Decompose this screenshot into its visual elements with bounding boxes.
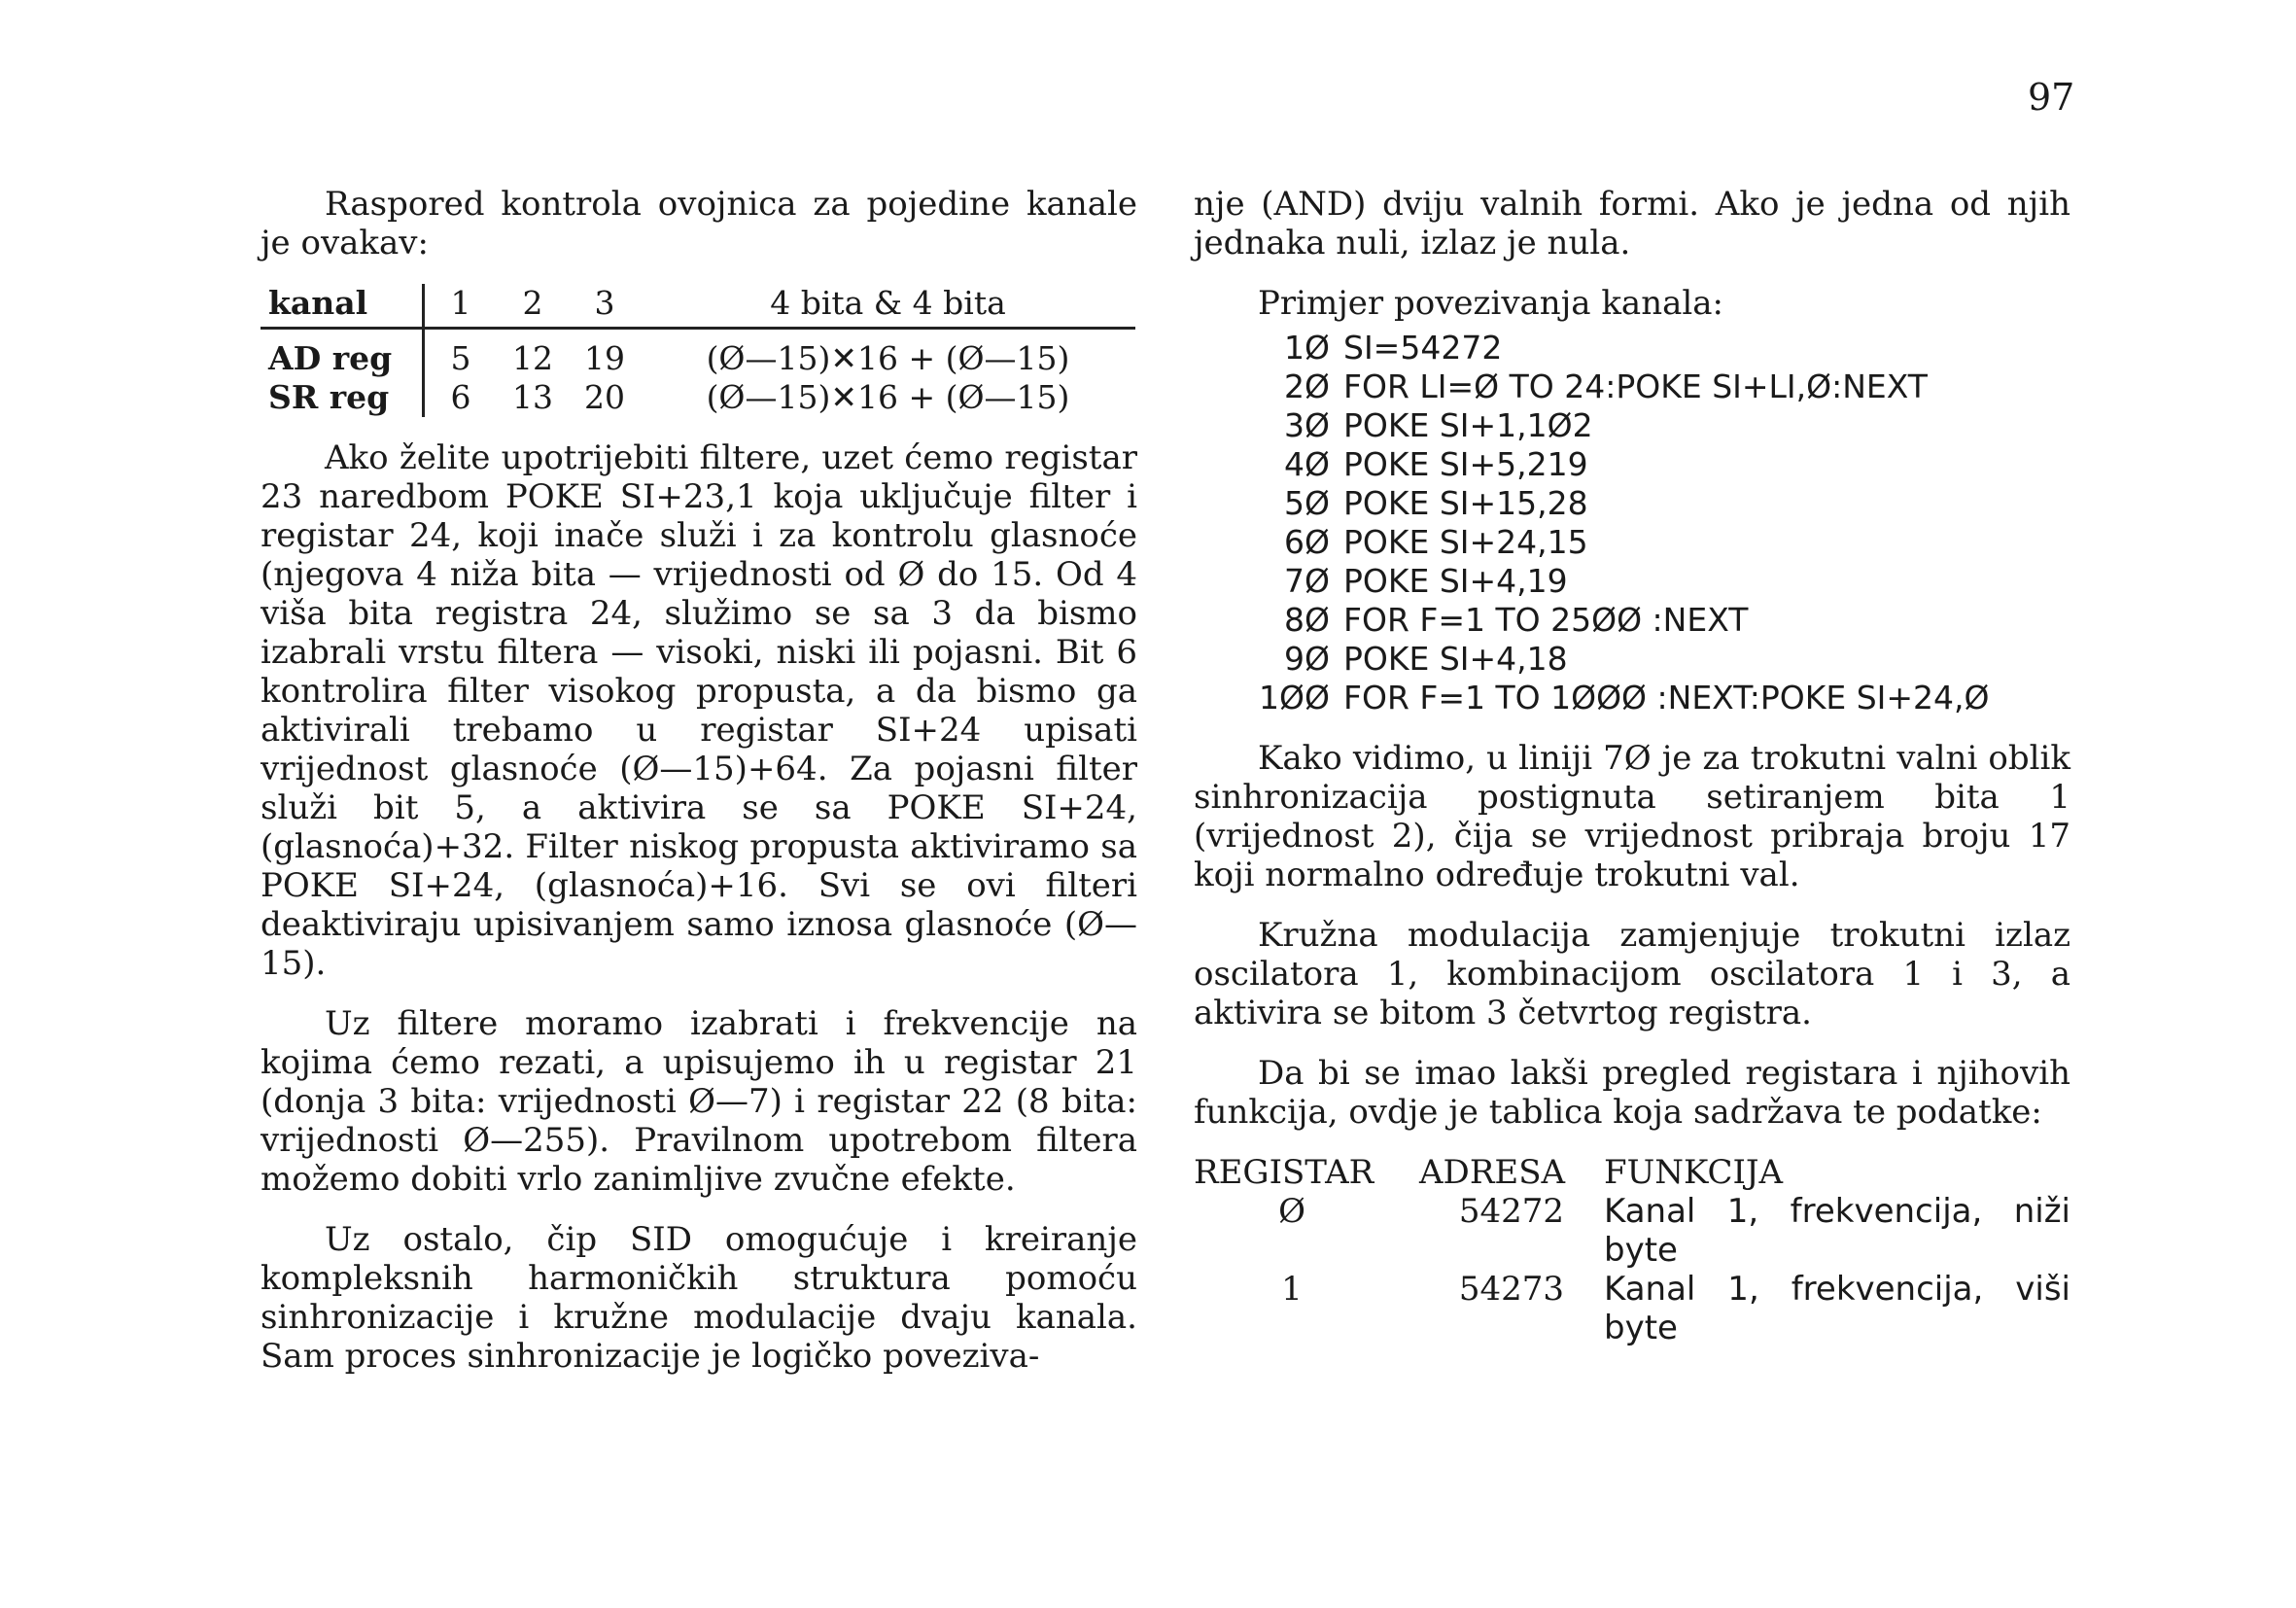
program-line bbox=[1194, 484, 2070, 523]
table-row bbox=[1194, 1270, 2070, 1347]
line-number: 4Ø bbox=[1284, 445, 1330, 483]
line-code: POKE SI+5,219 bbox=[1343, 445, 1588, 483]
header-cell: 2 bbox=[497, 284, 569, 329]
line-code: POKE SI+24,15 bbox=[1343, 523, 1588, 561]
table-row bbox=[1194, 1192, 2070, 1270]
program-line bbox=[1194, 679, 2070, 717]
table-cell: (Ø—15)✕16 + (Ø—15) bbox=[706, 378, 1070, 416]
program-line bbox=[1194, 523, 2070, 562]
line-number: 7Ø bbox=[1284, 562, 1330, 600]
table-cell: 5 bbox=[450, 339, 471, 377]
right-column bbox=[1194, 185, 2070, 1347]
line-code: POKE SI+4,19 bbox=[1343, 562, 1568, 600]
program-line bbox=[1194, 601, 2070, 640]
register-table-header bbox=[1194, 1153, 2070, 1192]
continuation-paragraph: nje (AND) dviju valnih formi. Ako je jedna od njih jednaka nuli, izlaz je nula. bbox=[1194, 185, 2070, 262]
line-number: 1ØØ bbox=[1259, 679, 1330, 717]
line-number: 5Ø bbox=[1284, 484, 1330, 522]
header-cell: 1 bbox=[424, 284, 498, 329]
line-number: 8Ø bbox=[1284, 601, 1330, 639]
line-number: 2Ø bbox=[1284, 367, 1330, 405]
body-paragraph: Da bi se imao lakši pregled registara i njihovih funkcija, ovdje je tablica koja sadržava te podatke: bbox=[1194, 1054, 2070, 1132]
program-intro: Primjer povezivanja kanala: bbox=[1258, 284, 1723, 323]
table-cell: AD reg bbox=[261, 329, 424, 379]
program-line bbox=[1194, 562, 2070, 601]
page-number: 97 bbox=[2028, 76, 2075, 119]
envelope-table bbox=[261, 284, 1135, 417]
register-cell: 1 bbox=[1281, 1270, 1303, 1309]
envelope-table-header bbox=[261, 284, 1135, 329]
table-cell: 13 bbox=[512, 378, 553, 416]
body-paragraph: Kako vidimo, u liniji 7Ø je za trokutni valni oblik sinhronizacija postignuta setiranjem bita 1 (vrijednost 2), čija se vrijednost pribraja broju 17 koji normalno određuje trokutni val. bbox=[1194, 739, 2070, 894]
header-cell: kanal bbox=[261, 284, 424, 329]
table-row bbox=[261, 329, 1135, 379]
program-line bbox=[1194, 367, 2070, 406]
address-cell: 54273 bbox=[1458, 1270, 1565, 1309]
basic-program-listing bbox=[1194, 329, 2070, 717]
header-cell: 4 bita & 4 bita bbox=[641, 284, 1135, 329]
line-code: POKE SI+15,28 bbox=[1343, 484, 1588, 522]
header-cell: REGISTAR bbox=[1194, 1153, 1374, 1192]
table-cell: SR reg bbox=[261, 378, 424, 417]
line-code: FOR LI=Ø TO 24:POKE SI+LI,Ø:NEXT bbox=[1343, 367, 1928, 405]
line-number: 6Ø bbox=[1284, 523, 1330, 561]
table-cell: 20 bbox=[584, 378, 625, 416]
line-code: POKE SI+4,18 bbox=[1343, 640, 1568, 678]
table-row bbox=[261, 378, 1135, 417]
header-cell: 3 bbox=[569, 284, 641, 329]
line-code: SI=54272 bbox=[1343, 329, 1503, 367]
body-paragraph: Ako želite upotrijebiti filtere, uzet ćemo registar 23 naredbom POKE SI+23,1 koja uključuje filter i registar 24, koji inače služi i za kontrolu glasnoće (njegova 4 niža bita — vrijednosti od Ø do 15. Od 4 viša bita registra 24, služimo se sa 3 da bismo izabrali vrstu filtera — visoki, niski ili pojasni. Bit 6 kontrolira filter visokog propusta, a da bismo ga aktivirali trebamo u registar SI+24 upisati vrijednost glasnoće (Ø—15)+64. Za pojasni filter služi bit 5, a aktivira se sa POKE SI+24, (glasnoća)+32. Filter niskog propusta aktiviramo sa POKE SI+24, (glasnoća)+16. Svi se ovi filteri deaktiviraju upisivanjem samo iznosa glasnoće (Ø—15). bbox=[261, 438, 1137, 983]
line-number: 1Ø bbox=[1284, 329, 1330, 367]
intro-paragraph: Raspored kontrola ovojnica za pojedine kanale je ovakav: bbox=[261, 185, 1137, 262]
program-line bbox=[1194, 329, 2070, 367]
address-cell: 54272 bbox=[1458, 1192, 1565, 1231]
header-cell: FUNKCIJA bbox=[1604, 1153, 1784, 1192]
program-line bbox=[1194, 406, 2070, 445]
line-code: POKE SI+1,1Ø2 bbox=[1343, 406, 1593, 444]
header-cell: ADRESA bbox=[1419, 1153, 1566, 1192]
left-column bbox=[261, 185, 1137, 1397]
function-cell: Kanal 1, frekvencija, viši byte bbox=[1604, 1270, 2070, 1347]
line-code: FOR F=1 TO 25ØØ :NEXT bbox=[1343, 601, 1749, 639]
table-cell: (Ø—15)✕16 + (Ø—15) bbox=[706, 339, 1070, 377]
program-line bbox=[1194, 445, 2070, 484]
register-cell: Ø bbox=[1278, 1192, 1305, 1231]
body-paragraph: Kružna modulacija zamjenjuje trokutni izlaz oscilatora 1, kombinacijom oscilatora 1 i 3, a aktivira se bitom 3 četvrtog registra. bbox=[1194, 916, 2070, 1032]
table-cell: 19 bbox=[584, 339, 625, 377]
body-paragraph: Uz filtere moramo izabrati i frekvencije na kojima ćemo rezati, a upisujemo ih u registar 21 (donja 3 bita: vrijednosti Ø—7) i registar 22 (8 bita: vrijednosti Ø—255). Pravilnom upotrebom filtera možemo dobiti vrlo zanimljive zvučne efekte. bbox=[261, 1004, 1137, 1199]
table-cell: 6 bbox=[450, 378, 471, 416]
program-line bbox=[1194, 640, 2070, 679]
body-paragraph: Uz ostalo, čip SID omogućuje i kreiranje kompleksnih harmoničkih struktura pomoću sinhronizacije i kružne modulacije dvaju kanala. Sam proces sinhronizacije je logičko poveziva- bbox=[261, 1220, 1137, 1376]
line-number: 3Ø bbox=[1284, 406, 1330, 444]
line-code: FOR F=1 TO 1ØØØ :NEXT:POKE SI+24,Ø bbox=[1343, 679, 1990, 717]
table-cell: 12 bbox=[512, 339, 553, 377]
line-number: 9Ø bbox=[1284, 640, 1330, 678]
function-cell: Kanal 1, frekvencija, niži byte bbox=[1604, 1192, 2070, 1270]
